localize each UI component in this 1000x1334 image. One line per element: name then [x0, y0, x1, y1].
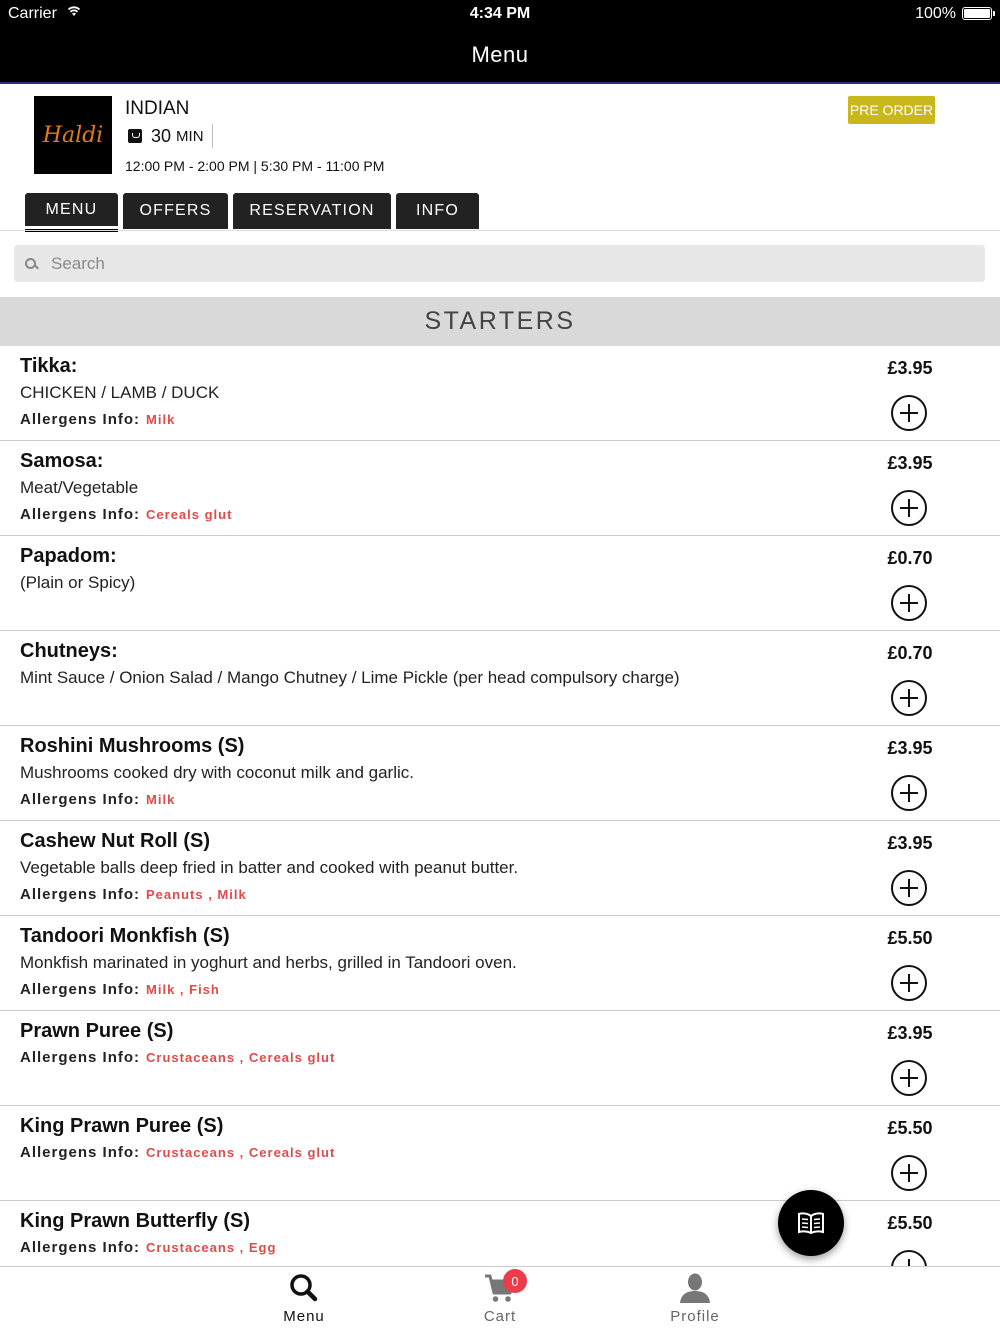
- allergens-info: [20, 886, 247, 903]
- allergens-value: Crustaceans , Egg: [146, 1240, 277, 1255]
- allergens-label: Allergens Info:: [20, 791, 141, 808]
- book-icon: [798, 1212, 824, 1234]
- item-name: Papadom:: [20, 545, 117, 567]
- add-item-icon[interactable]: [891, 680, 927, 716]
- section-header: STARTERS: [0, 297, 1000, 346]
- allergens-value: Milk: [146, 792, 176, 807]
- allergens-label: Allergens Info:: [20, 506, 141, 523]
- menu-item[interactable]: [0, 1201, 1000, 1266]
- item-price: £0.70: [887, 643, 933, 663]
- search-icon: [24, 256, 40, 272]
- carrier-label: Carrier: [8, 5, 57, 22]
- allergens-value: Cereals glut: [146, 507, 233, 522]
- allergens-info: [20, 981, 220, 998]
- item-name: Prawn Puree (S): [20, 1020, 174, 1042]
- clock: 4:34 PM: [469, 5, 531, 22]
- item-description: Mushrooms cooked dry with coconut milk and garlic.: [20, 763, 414, 782]
- allergens-value: Crustaceans , Cereals glut: [146, 1145, 336, 1160]
- allergens-info: [20, 1239, 276, 1256]
- tab-menu[interactable]: MENU: [25, 193, 118, 229]
- item-description: (Plain or Spicy): [20, 573, 136, 592]
- allergens-info: [20, 411, 175, 428]
- item-price: £5.50: [887, 928, 933, 948]
- tab-reservation[interactable]: RESERVATION: [233, 193, 391, 229]
- item-price: £3.95: [887, 833, 933, 853]
- item-price: £3.95: [887, 738, 933, 758]
- divider: [212, 124, 213, 148]
- item-name: King Prawn Puree (S): [20, 1115, 224, 1137]
- pre-order-button[interactable]: PRE ORDER: [848, 96, 935, 124]
- bottom-tab-menu[interactable]: [234, 1267, 374, 1334]
- bottom-tab-profile[interactable]: [625, 1267, 765, 1334]
- add-item-icon[interactable]: [891, 490, 927, 526]
- battery-percent: 100%: [915, 5, 956, 22]
- bottom-tab-label: Menu: [283, 1308, 325, 1325]
- item-name: Roshini Mushrooms (S): [20, 735, 245, 757]
- eta-unit: MIN: [176, 127, 204, 145]
- item-price: £5.50: [887, 1213, 933, 1233]
- menu-item[interactable]: [0, 346, 1000, 441]
- allergens-info: [20, 1049, 335, 1066]
- battery-icon: [962, 7, 992, 20]
- add-item-icon[interactable]: [891, 395, 927, 431]
- allergens-label: Allergens Info:: [20, 411, 141, 428]
- delivery-time: [128, 124, 213, 148]
- page-title: Menu: [471, 42, 529, 67]
- menu-item[interactable]: [0, 631, 1000, 726]
- bottom-tab-label: Profile: [670, 1308, 720, 1325]
- add-item-icon[interactable]: [891, 870, 927, 906]
- allergens-info: [20, 791, 175, 808]
- menu-item[interactable]: [0, 1011, 1000, 1106]
- add-item-icon[interactable]: [891, 585, 927, 621]
- allergens-label: Allergens Info:: [20, 886, 141, 903]
- menu-item[interactable]: [0, 536, 1000, 631]
- item-price: £3.95: [887, 453, 933, 473]
- restaurant-logo: Haldi: [34, 96, 112, 174]
- profile-icon: [678, 1272, 712, 1304]
- item-description: Meat/Vegetable: [20, 478, 139, 497]
- allergens-info: [20, 506, 232, 523]
- allergens-value: Peanuts , Milk: [146, 887, 247, 902]
- bottom-tab-label: Cart: [483, 1308, 517, 1325]
- add-item-icon[interactable]: [891, 1060, 927, 1096]
- allergens-value: Crustaceans , Cereals glut: [146, 1050, 336, 1065]
- add-item-icon[interactable]: [891, 775, 927, 811]
- item-price: £3.95: [887, 1023, 933, 1043]
- menu-item[interactable]: [0, 821, 1000, 916]
- item-name: Tikka:: [20, 355, 78, 377]
- allergens-value: Milk: [146, 412, 176, 427]
- allergens-label: Allergens Info:: [20, 1049, 141, 1066]
- item-name: Chutneys:: [20, 640, 118, 662]
- opening-hours: 12:00 PM - 2:00 PM | 5:30 PM - 11:00 PM: [125, 158, 385, 174]
- bottom-tab-bar: [0, 1266, 1000, 1334]
- tab-info[interactable]: INFO: [396, 193, 479, 229]
- item-description: Monkfish marinated in yoghurt and herbs, grilled in Tandoori oven.: [20, 953, 517, 972]
- bottom-tab-cart[interactable]: [430, 1267, 570, 1334]
- cart-count-badge: 0: [503, 1269, 527, 1293]
- search-icon: [287, 1272, 321, 1304]
- allergens-label: Allergens Info:: [20, 981, 141, 998]
- item-name: Cashew Nut Roll (S): [20, 830, 211, 852]
- item-price: £0.70: [887, 548, 933, 568]
- top-bar: [0, 0, 1000, 84]
- status-bar: [0, 0, 1000, 28]
- search-input[interactable]: [51, 254, 951, 274]
- divider: [0, 230, 1000, 231]
- menu-item[interactable]: [0, 441, 1000, 536]
- menu-item[interactable]: [0, 916, 1000, 1011]
- item-price: £5.50: [887, 1118, 933, 1138]
- item-price: £3.95: [887, 358, 933, 378]
- tab-offers[interactable]: OFFERS: [123, 193, 228, 229]
- item-name: King Prawn Butterfly (S): [20, 1210, 251, 1232]
- restaurant-tabs: [25, 193, 484, 229]
- item-description: Vegetable balls deep fried in batter and cooked with peanut butter.: [20, 858, 519, 877]
- allergens-info: [20, 1144, 335, 1161]
- menu-book-button[interactable]: [778, 1190, 844, 1256]
- item-description: Mint Sauce / Onion Salad / Mango Chutney / Lime Pickle (per head compulsory charge): [20, 668, 680, 687]
- add-item-icon[interactable]: [891, 1250, 927, 1266]
- allergens-value: Milk , Fish: [146, 982, 220, 997]
- item-name: Samosa:: [20, 450, 104, 472]
- item-description: CHICKEN / LAMB / DUCK: [20, 383, 220, 402]
- menu-item[interactable]: [0, 726, 1000, 821]
- allergens-label: Allergens Info:: [20, 1239, 141, 1256]
- item-name: Tandoori Monkfish (S): [20, 925, 230, 947]
- add-item-icon[interactable]: [891, 1155, 927, 1191]
- menu-item[interactable]: [0, 1106, 1000, 1201]
- bag-icon: [128, 129, 142, 143]
- eta-value: 30: [151, 125, 172, 146]
- allergens-label: Allergens Info:: [20, 1144, 141, 1161]
- menu-list: [0, 346, 1000, 1266]
- cuisine-label: INDIAN: [125, 98, 190, 119]
- search-bar[interactable]: [14, 245, 985, 282]
- add-item-icon[interactable]: [891, 965, 927, 1001]
